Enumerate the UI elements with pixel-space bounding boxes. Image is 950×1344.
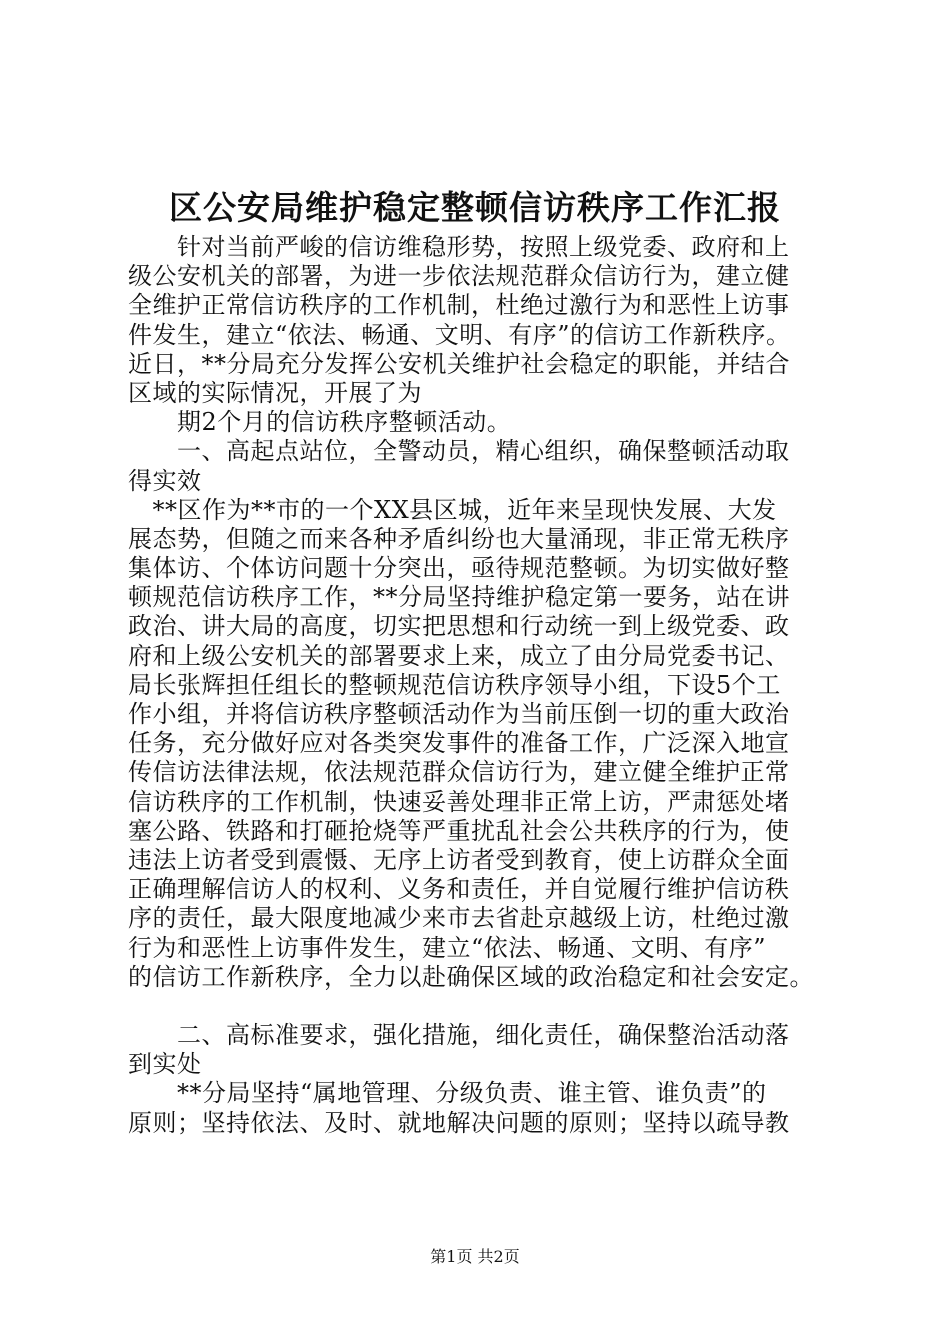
text-line: 得实效: [128, 466, 202, 495]
text-line: **分局坚持“属地管理、分级负责、谁主管、谁负责”的: [128, 1079, 767, 1108]
text-line: 集体访、个体访问题十分突出，亟待规范整顿。为切实做好整: [128, 554, 790, 583]
text-line: 府和上级公安机关的部署要求上来，成立了由分局党委书记、: [128, 641, 790, 670]
text-line: 展态势，但随之而来各种矛盾纠纷也大量涌现，非正常无秩序: [128, 524, 790, 553]
blank-line: [128, 992, 863, 1021]
text-line: 针对当前严峻的信访维稳形势，按照上级党委、政府和上: [128, 233, 790, 261]
text-line: 序的责任，最大限度地减少来市去省赴京越级上访，杜绝过激: [128, 904, 790, 933]
document-body: [128, 233, 863, 1138]
text-line: 到实处: [128, 1050, 202, 1079]
text-line: 全维护正常信访秩序的工作机制，杜绝过激行为和恶性上访事: [128, 291, 790, 320]
text-line: 一、高起点站位，全警动员，精心组织，确保整顿活动取: [128, 437, 790, 466]
document-title: 区公安局维护稳定整顿信访秩序工作汇报: [169, 188, 781, 227]
text-line: 政治、讲大局的高度，切实把思想和行动统一到上级党委、政: [128, 612, 790, 641]
text-line: 违法上访者受到震慑、无序上访者受到教育，使上访群众全面: [128, 845, 790, 874]
text-line: **区作为**市的一个XX县区城，近年来呈现快发展、大发: [128, 495, 777, 524]
text-line: 行为和恶性上访事件发生，建立“依法、畅通、文明、有序”: [128, 933, 767, 962]
text-line: 级公安机关的部署，为进一步依法规范群众信访行为，建立健: [128, 262, 790, 291]
text-line: 作小组，并将信访秩序整顿活动作为当前压倒一切的重大政治: [128, 700, 790, 728]
text-line: 塞公路、铁路和打砸抢烧等严重扰乱社会公共秩序的行为，使: [128, 816, 790, 845]
text-line: 区域的实际情况，开展了为: [128, 378, 422, 407]
text-line: 正确理解信访人的权利、义务和责任，并自觉履行维护信访秩: [128, 875, 790, 904]
text-line: 信访秩序的工作机制，快速妥善处理非正常上访，严肃惩处堵: [128, 787, 790, 816]
text-line: 期2个月的信访秩序整顿活动。: [128, 408, 512, 437]
text-line: 近日，**分局充分发挥公安机关维护社会稳定的职能，并结合: [128, 349, 790, 378]
text-line: 的信访工作新秩序，全力以赴确保区域的政治稳定和社会安定。: [128, 962, 814, 991]
text-line: 任务，充分做好应对各类突发事件的准备工作，广泛深入地宣: [128, 729, 790, 758]
text-line: 局长张辉担任组长的整顿规范信访秩序领导小组，下设5个工: [128, 670, 781, 699]
text-line: 顿规范信访秩序工作，**分局坚持维护稳定第一要务，站在讲: [128, 583, 790, 612]
text-line: 二、高标准要求，强化措施，细化责任，确保整治活动落: [128, 1021, 790, 1050]
text-line: 传信访法律法规，依法规范群众信访行为，建立健全维护正常: [128, 758, 790, 787]
text-line: 件发生，建立“依法、畅通、文明、有序”的信访工作新秩序。: [128, 320, 791, 349]
page-footer: 第1页 共2页: [430, 1247, 520, 1266]
text-line: 原则；坚持依法、及时、就地解决问题的原则；坚持以疏导教: [128, 1108, 790, 1137]
